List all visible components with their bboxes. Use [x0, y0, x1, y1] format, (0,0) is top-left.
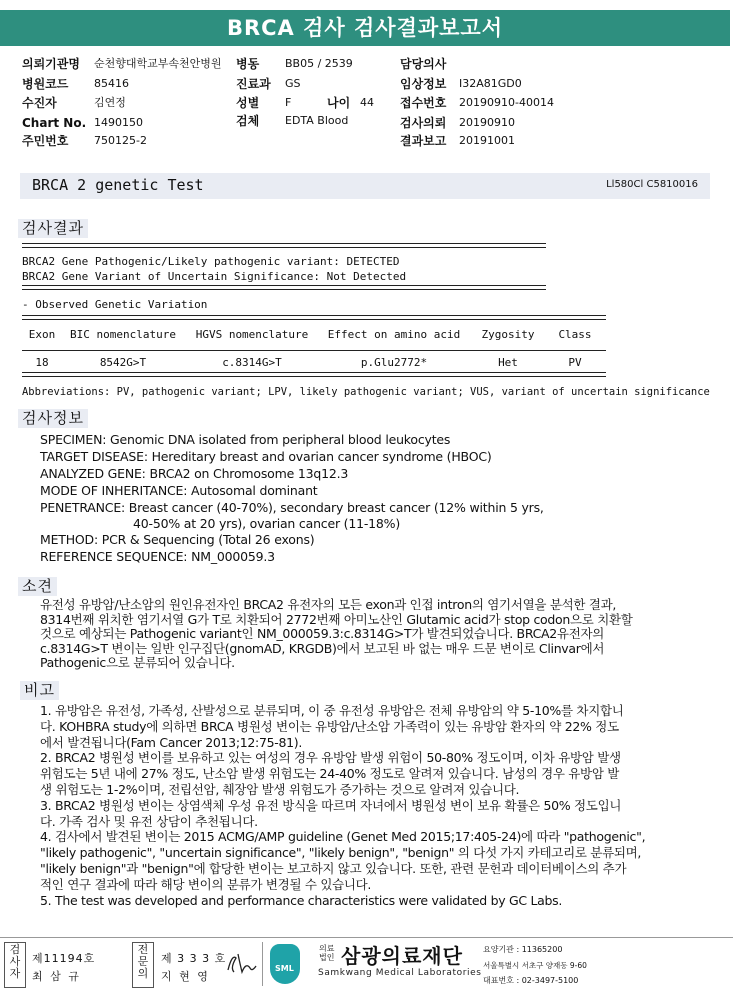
remarks-heading: 비고	[20, 681, 59, 700]
test-name: BRCA 2 genetic Test	[32, 176, 204, 194]
doctor-signature	[222, 948, 258, 978]
dept-label: 진료과	[236, 77, 271, 91]
remarks-line: 다. KOHBRA study에 의하면 BRCA 병원성 변이는 유방암/난소암 가족력이 있는 유방암 환자의 약 22% 정도	[40, 718, 619, 734]
org-phone: 대표번호 : 02-3497-5100	[483, 976, 579, 985]
org-address: 서울특별시 서초구 양재동 9-60	[483, 961, 587, 970]
receipt-no-label: 접수번호	[400, 96, 447, 110]
remarks-line: "likely pathogenic", "uncertain significance", "likely benign", "benign" 의 다섯 가지 카테고리로 분류되며,	[40, 845, 642, 861]
divider	[22, 243, 546, 248]
vus-result: BRCA2 Gene Variant of Uncertain Significance: Not Detected	[22, 270, 407, 283]
table-cell: p.Glu2772*	[360, 356, 428, 369]
specimen-label: 검체	[236, 114, 260, 128]
remarks-line: 에서 발견됩니다(Fam Cancer 2013;12:75-81).	[40, 734, 303, 750]
report-title: BRCA 검사 검사결과보고서	[0, 10, 730, 46]
age-value: 44	[360, 96, 374, 109]
chart-no-value: 1490150	[94, 116, 143, 129]
sml-logo-text: SML	[275, 964, 294, 973]
hospital-code-label: 병원코드	[22, 77, 69, 91]
remarks-text	[40, 703, 710, 908]
chart-no-label: Chart No.	[22, 116, 87, 130]
opinion-line: 유전성 유방암/난소암의 원인유전자인 BRCA2 유전자의 모든 exon과 인접 intron의 염기서열을 분석한 결과,	[40, 597, 617, 612]
remarks-line: 생 위험도는 1-2%이며, 전립선암, 췌장암 발생 위험도가 증가하는 것으로 알려져 있습니다.	[40, 781, 520, 797]
column-header: Exon	[28, 328, 56, 341]
tester-name: 최 삼 규	[32, 970, 81, 983]
abbreviations: Abbreviations: PV, pathogenic variant; LPV, likely pathogenic variant; VUS, variant of uncertain significance	[22, 385, 710, 398]
divider	[22, 372, 606, 377]
institution-value: 순천향대학교부속천안병원	[94, 57, 222, 70]
receipt-no-value: 20190910-40014	[459, 96, 554, 109]
age-label: 나이	[327, 96, 351, 110]
id-no-value: 750125-2	[94, 134, 147, 147]
tester-license: 제11194호	[32, 952, 96, 965]
remarks-line: 5. The test was developed and performance characteristics were validated by GC Labs.	[40, 892, 563, 908]
org-institution-no: 요양기관 : 11365200	[483, 945, 563, 954]
recipient-label: 수진자	[22, 96, 57, 110]
org-name: 삼광의료재단	[341, 944, 463, 968]
opinion-line: 것으로 예상되는 Pathogenic variant인 NM_000059.3:c.8314G>T가 발견되었습니다. BRCA2유전자의	[40, 626, 605, 641]
results-heading: 검사결과	[18, 219, 88, 238]
requested-label: 검사의뢰	[400, 116, 447, 130]
remarks-line: 위험도는 5년 내에 27% 정도, 난소암 발생 위험도는 24-40% 정도로 알려져 있습니다. 남성의 경우 유방암 발	[40, 766, 620, 782]
column-header: Zygosity	[481, 328, 535, 341]
opinion-line: Pathogenic으로 분류되어 있습니다.	[40, 655, 235, 670]
remarks-line: "likely benign"과 "benign"에 합당한 변이는 보고하지 않고 있습니다. 또한, 관련 문헌과 데이터베이스의 추가	[40, 860, 627, 876]
org-prefix: 의료법인	[319, 944, 335, 962]
divider	[22, 285, 546, 290]
remarks-line: 다. 가족 검사 및 유전 상담이 추천됩니다.	[40, 813, 258, 829]
table-cell: c.8314G>T	[222, 356, 282, 369]
reference-sequence-line: REFERENCE SEQUENCE: NM_000059.3	[40, 549, 275, 564]
dept-value: GS	[285, 77, 301, 90]
tester-vertical-label: 검사자	[9, 943, 21, 980]
specimen-line: SPECIMEN: Genomic DNA isolated from peripheral blood leukocytes	[40, 432, 451, 447]
table-cell: 8542G>T	[99, 356, 147, 369]
analyzed-gene-line: ANALYZED GENE: BRCA2 on Chromosome 13q12.3	[40, 466, 349, 481]
institution-label: 의뢰기관명	[22, 57, 80, 71]
reported-value: 20191001	[459, 134, 515, 147]
hospital-code-value: 85416	[94, 77, 129, 90]
doctor-label: 담당의사	[400, 57, 447, 71]
divider	[22, 350, 606, 351]
column-header: HGVS nomenclature	[195, 328, 309, 341]
remarks-line: 2. BRCA2 병원성 변이를 보유하고 있는 여성의 경우 유방암 발생 위험이 50-80% 정도이며, 이차 유방암 발생	[40, 750, 621, 766]
remarks-line: 3. BRCA2 병원성 변이는 상염색체 우성 유전 방식을 따르며 자녀에서 병원성 변이 보유 확률은 50% 정도입니	[40, 797, 622, 813]
column-header: Class	[558, 328, 592, 341]
sex-value: F	[285, 96, 292, 109]
specimen-value: EDTA Blood	[285, 114, 349, 127]
clinical-info-label: 임상정보	[400, 77, 447, 91]
remarks-line: 4. 검사에서 발견된 변이는 2015 ACMG/AMP guideline (Genet Med 2015;17:405-24)에 따라 "pathogenic",	[40, 829, 646, 845]
opinion-text	[40, 598, 710, 671]
method-line: METHOD: PCR & Sequencing (Total 26 exons)	[40, 532, 315, 547]
remarks-line: 1. 유방암은 유전성, 가족성, 산발성으로 분류되며, 이 중 유전성 유방암은 전체 유방암의 약 5-10%를 차지합니	[40, 703, 624, 718]
inheritance-line: MODE OF INHERITANCE: Autosomal dominant	[40, 483, 318, 498]
requested-value: 20190910	[459, 116, 515, 129]
test-code: Ll580Cl C5810016	[606, 179, 698, 190]
table-cell: PV	[568, 356, 582, 369]
penetrance-line: PENETRANCE: Breast cancer (40-70%), secondary breast cancer (12% within 5 yrs,	[40, 500, 544, 515]
ward-value: BB05 / 2539	[285, 57, 353, 70]
recipient-value: 김연정	[94, 96, 126, 109]
divider	[22, 315, 606, 320]
test-info-heading: 검사정보	[18, 409, 88, 428]
column-header: Effect on amino acid	[327, 328, 461, 341]
report-footer	[0, 937, 733, 988]
sex-label: 성별	[236, 96, 260, 110]
reported-label: 결과보고	[400, 134, 447, 148]
opinion-line: 8314번째 위치한 염기서열 G가 T로 치환되어 2772번째 아미노산인 Glutamic acid가 stop codon으로 치환할	[40, 611, 633, 627]
org-english-name: Samkwang Medical Laboratories	[318, 968, 482, 978]
observed-variation-label: - Observed Genetic Variation	[22, 298, 208, 311]
request-info	[22, 55, 722, 147]
opinion-line: c.8314G>T 변이는 일반 인구집단(gnomAD, KRGDB)에서 보고된 바 없는 매우 드문 변이로 Clinvar에서	[40, 640, 605, 656]
target-disease-line: TARGET DISEASE: Hereditary breast and ovarian cancer syndrome (HBOC)	[40, 449, 492, 464]
id-no-label: 주민번호	[22, 134, 69, 148]
doctor-license: 제 3 3 3 호	[161, 952, 227, 965]
table-cell: Het	[498, 356, 518, 369]
penetrance-line-continued: 40-50% at 20 yrs), ovarian cancer (11-18%)	[133, 516, 401, 531]
column-header: BIC nomenclature	[70, 328, 176, 341]
remarks-line: 적인 연구 결과에 따라 해당 변이의 분류가 변경될 수 있습니다.	[40, 876, 372, 892]
pathogenic-result: BRCA2 Gene Pathogenic/Likely pathogenic variant: DETECTED	[22, 255, 400, 268]
table-cell: 18	[35, 356, 49, 369]
divider	[262, 942, 263, 986]
doctor-vertical-label: 전문의	[137, 943, 149, 980]
test-name-bar	[20, 173, 710, 199]
ward-label: 병동	[236, 57, 260, 71]
clinical-info-value: I32A81GD0	[459, 77, 522, 90]
doctor-name: 지 현 영	[161, 970, 210, 983]
opinion-heading: 소견	[18, 577, 57, 596]
